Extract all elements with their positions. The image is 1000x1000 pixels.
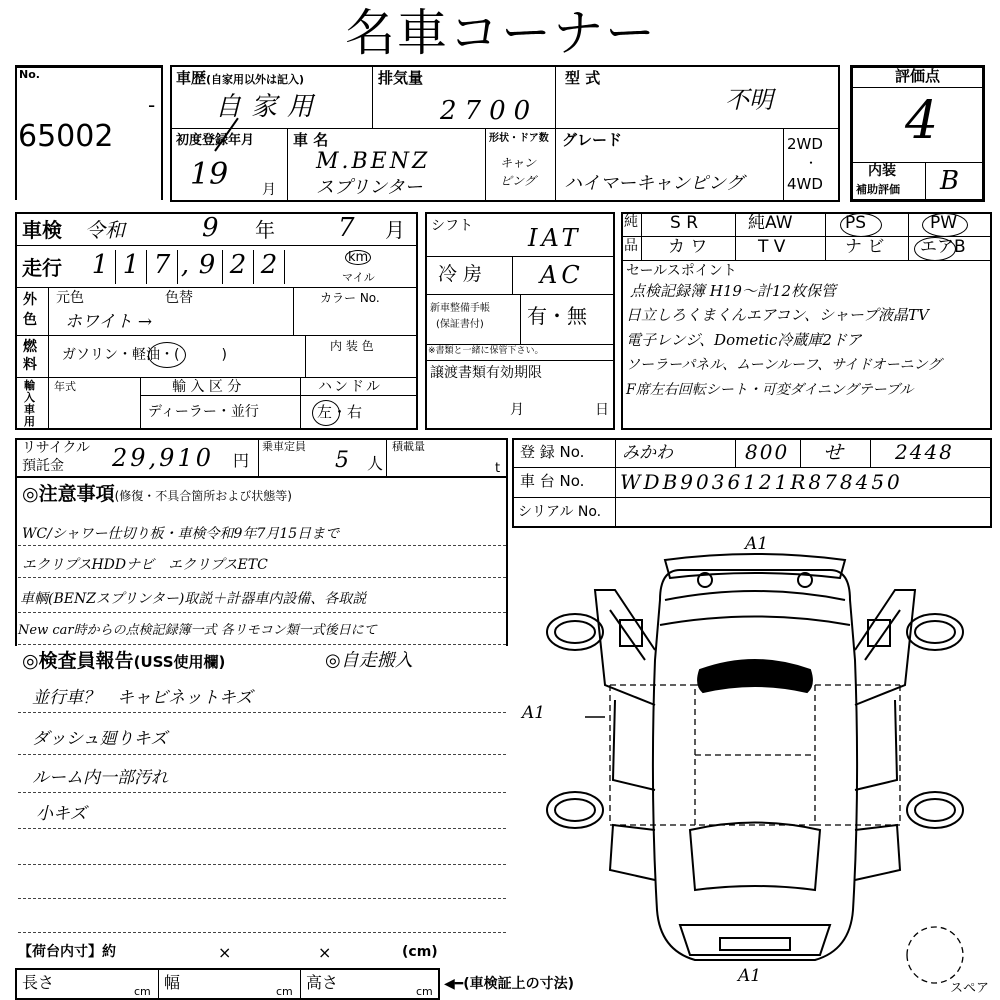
service-book-value: 有・無 xyxy=(527,304,587,328)
cargo-width-label: 幅 xyxy=(164,973,181,992)
option-aw: 純AW xyxy=(748,213,793,233)
sales-points-label: セールスポイント xyxy=(626,263,737,279)
car-name-label: 車 名 xyxy=(293,131,329,149)
mileage-digit: 7 xyxy=(147,250,178,284)
color-value: ホワイト → xyxy=(65,312,153,332)
option-pw-circle xyxy=(922,213,968,237)
serial-label: シリアル No. xyxy=(518,504,602,520)
color-change-label: 色替 xyxy=(165,290,193,306)
interior-color-label: 内 装 色 xyxy=(330,339,374,353)
first-reg-month-label: 月 xyxy=(262,182,276,198)
inspector-header: ◎検査員報告(USS使用欄) xyxy=(22,650,226,672)
options-label-2: 品 xyxy=(624,238,638,254)
inspection-label: 車検 xyxy=(22,218,62,242)
shift-label: シフト xyxy=(431,218,473,234)
service-book-label-2: (保証書付) xyxy=(436,319,484,330)
load-unit: t xyxy=(495,461,501,476)
option-airbag: エアB xyxy=(920,237,966,257)
car-body-outline xyxy=(653,570,857,960)
sales-point-line: F席左右回転シート・可変ダイニングテーブル xyxy=(626,382,914,398)
import-type-label: 輸 入 区 分 xyxy=(172,379,242,395)
cargo-unit: (cm) xyxy=(402,944,438,960)
drive-4wd: 4WD xyxy=(787,175,823,193)
fuel-selected-circle xyxy=(148,342,186,368)
inspection-year: 9 xyxy=(202,213,219,243)
inspection-month: 7 xyxy=(338,213,355,243)
registration-kana: せ xyxy=(823,440,843,464)
mileage-label: 走行 xyxy=(22,256,62,280)
mileage-digit: , xyxy=(180,250,190,280)
arrow-left-icon: ◀━ xyxy=(444,976,464,992)
first-reg-year: 19 xyxy=(190,157,229,192)
cargo-height-unit: cm xyxy=(416,985,433,998)
registration-area: みかわ xyxy=(622,443,673,463)
transfer-month: 月 xyxy=(510,402,524,418)
inspector-line: 並行車？ キャビネットキズ xyxy=(32,688,253,708)
option-sr: S R xyxy=(670,213,699,233)
drive-dot: ・ xyxy=(805,156,818,170)
capacity-unit: 人 xyxy=(367,454,384,473)
cargo-length-label: 長さ xyxy=(22,973,55,992)
body-shape-label: 形状・ドア数 xyxy=(489,133,549,144)
model-code-label: 型 式 xyxy=(565,69,601,87)
option-airbag-circle xyxy=(914,237,956,261)
handle-value: 左・右 xyxy=(317,403,363,421)
registration-class: 800 xyxy=(745,440,790,464)
transfer-day: 日 xyxy=(595,402,609,418)
sales-point-line: ソーラーパネル、ムーンルーフ、サイドオーニング xyxy=(626,357,942,373)
ac-label: 冷 房 xyxy=(438,263,483,285)
fuel-value: ガソリン・軽油・( ) xyxy=(62,347,227,363)
cargo-dimension-table xyxy=(15,968,440,1000)
note-line: New car時からの点検記録簿一式 各リモコン類一式後日にて xyxy=(18,623,377,638)
load-label: 積載量 xyxy=(392,440,425,453)
car-damage-diagram xyxy=(515,530,995,1000)
displacement-label: 排気量 xyxy=(378,69,424,87)
displacement-value: 2700 xyxy=(440,96,539,126)
mileage-digit: 2 xyxy=(223,250,254,284)
fuel-label-1: 燃 xyxy=(23,339,37,355)
grade-label: グレード xyxy=(562,131,623,149)
inspection-year-label: 年 xyxy=(255,218,275,242)
service-book-note: ※書類と一緒に保管下さい。 xyxy=(428,346,544,356)
inspector-line: ルーム内一部汚れ xyxy=(32,768,168,788)
mileage-digit: 2 xyxy=(254,250,285,284)
fuel-label-2: 料 xyxy=(23,357,37,373)
damage-mark-rear: A1 xyxy=(738,966,762,986)
history-value: 自家用 xyxy=(215,92,324,122)
option-navi: ナ ビ xyxy=(845,237,885,257)
handle-label: ハンドル xyxy=(318,379,382,395)
car-name-value-2: スプリンター xyxy=(316,177,423,198)
exterior-label-1: 外 xyxy=(23,292,37,308)
score-label: 評価点 xyxy=(895,67,941,85)
spare-tire-outline xyxy=(907,927,963,983)
front-door-right xyxy=(855,590,915,705)
sales-point-line: 日立しろくまくんエアコン、シャープ液晶TV xyxy=(626,306,929,324)
rear-window xyxy=(690,823,820,891)
interior-score-label: 内装 xyxy=(868,163,896,179)
windshield xyxy=(698,660,812,692)
mileage-digit: 9 xyxy=(192,250,223,284)
chassis-label: 車 台 No. xyxy=(520,472,585,490)
damage-mark-side: A1 xyxy=(522,703,546,723)
original-color-label: 元色 xyxy=(56,290,84,306)
lot-mark: - xyxy=(148,93,156,117)
body-shape-value-2: ピング xyxy=(500,174,536,188)
import-label-2: 入 xyxy=(24,391,35,404)
car-name-value: M.BENZ xyxy=(316,149,431,174)
option-ps: PS xyxy=(845,213,867,233)
front-door-left xyxy=(595,590,655,705)
cargo-length-unit: cm xyxy=(134,985,151,998)
score-value: 4 xyxy=(905,91,939,151)
mileage-unit-km: km xyxy=(345,250,371,265)
capacity-value: 5 xyxy=(335,448,349,473)
grade-value: ハイマーキャンピング xyxy=(564,173,744,194)
import-year-label: 年式 xyxy=(54,380,76,393)
recycle-label-1: リサイクル xyxy=(22,440,91,456)
cargo-label: 【荷台内寸】約 xyxy=(18,944,116,960)
recycle-value: 29,910 xyxy=(112,444,214,472)
damage-mark-front: A1 xyxy=(745,534,769,554)
front-bumper xyxy=(665,554,845,578)
import-label-3: 車 xyxy=(24,403,35,416)
option-ps-circle xyxy=(840,213,882,237)
sales-point-line: 点検記録簿 H19～計12枚保管 xyxy=(630,282,837,300)
color-number-label: カラー No. xyxy=(320,291,380,305)
body-shape-value: キャン xyxy=(500,156,537,170)
option-leather: カ ワ xyxy=(668,237,708,257)
mileage-digit: 1 xyxy=(85,250,116,284)
cargo-arrow-note: ◀━(車検証上の寸法) xyxy=(444,976,574,992)
inspector-line: ダッシュ廻りキズ xyxy=(32,729,168,749)
mileage-digits xyxy=(85,250,285,284)
note-line: WC/シャワー仕切り板・車検令和9年7月15日まで xyxy=(22,526,340,542)
handle-selected-circle xyxy=(312,400,340,426)
capacity-label: 乗車定員 xyxy=(262,440,306,453)
ac-value: AC xyxy=(540,261,584,289)
model-code-value: 不明 xyxy=(725,86,773,114)
options-label-1: 純 xyxy=(624,214,638,230)
note-line: エクリプスHDDナビ エクリプスETC xyxy=(22,557,268,573)
interior-score-value: B xyxy=(940,166,960,196)
notes-header: ◎注意事項(修復・不具合箇所および状態等) xyxy=(22,483,292,505)
sales-point-line: 電子レンジ、Dometic冷蔵庫2ドア xyxy=(626,331,862,349)
option-tv: T V xyxy=(758,237,786,257)
transfer-label: 譲渡書類有効期限 xyxy=(430,365,542,381)
drive-2wd: 2WD xyxy=(787,135,823,153)
cargo-width-unit: cm xyxy=(276,985,293,998)
registration-number: 2448 xyxy=(895,440,954,464)
cargo-times-1: × xyxy=(218,943,232,962)
lot-label: No. xyxy=(19,68,40,81)
note-line: 車輌(BENZスプリンター)取説＋計器車内設備、各取説 xyxy=(20,591,367,607)
mileage-digit: 1 xyxy=(116,250,147,284)
registration-label: 登 録 No. xyxy=(520,443,585,461)
exterior-label-2: 色 xyxy=(23,312,37,328)
mileage-unit-mile: マイル xyxy=(342,271,375,284)
spare-label: スペア xyxy=(950,981,990,996)
option-pw: PW xyxy=(930,213,958,233)
service-book-label-1: 新車整備手帳 xyxy=(430,303,490,314)
chassis-value: WDB9036121R878450 xyxy=(620,470,903,494)
recycle-label-2: 預託金 xyxy=(22,458,64,474)
lot-number: 65002 xyxy=(18,119,114,154)
cargo-times-2: × xyxy=(318,943,332,962)
shift-value: IAT xyxy=(528,224,582,252)
history-label: 車歴(自家用以外は記入) xyxy=(176,69,305,87)
import-label-1: 輸 xyxy=(24,379,35,392)
cargo-height-label: 高さ xyxy=(306,973,339,992)
inspector-extra: ◎自走搬入 xyxy=(325,650,413,671)
first-reg-label: 初度登録年月 xyxy=(176,133,255,148)
page-title: 名車コーナー xyxy=(345,4,657,62)
recycle-unit: 円 xyxy=(233,451,250,470)
import-label-4: 用 xyxy=(24,415,35,428)
inspection-month-label: 月 xyxy=(385,218,405,242)
import-type-value: ディーラー・並行 xyxy=(148,404,259,420)
inspection-era: 令和 xyxy=(85,218,125,242)
interior-score-sub: 補助評価 xyxy=(856,183,900,196)
inspector-line: 小キズ xyxy=(36,804,87,824)
